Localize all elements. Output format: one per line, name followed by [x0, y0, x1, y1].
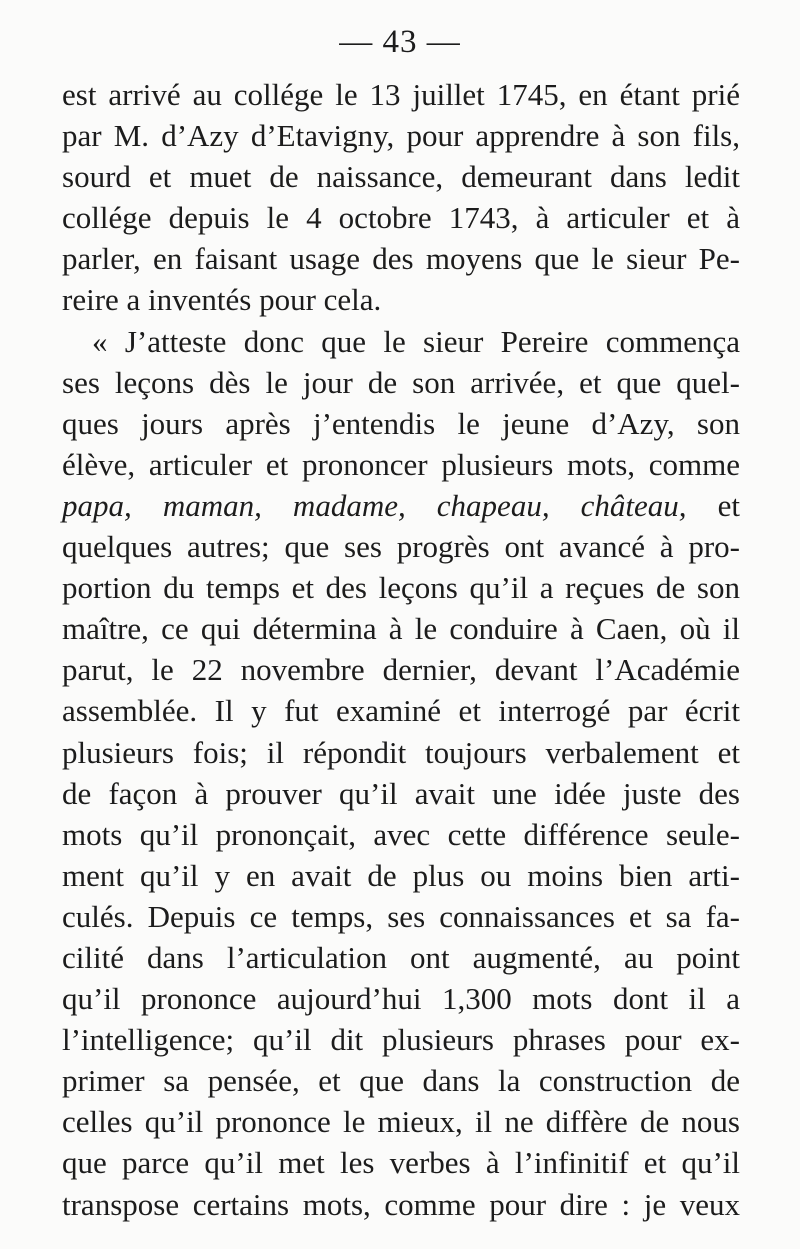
text-line [62, 115, 740, 156]
text-line [62, 1060, 740, 1101]
text-line [62, 238, 740, 279]
line-text: transpose certains mots, comme pour dire : je veux [62, 1186, 740, 1222]
text-line [62, 567, 740, 608]
line-text: culés. Depuis ce temps, ses connaissances et sa fa- [62, 898, 740, 934]
line-text: reire a inventés pour cela. [62, 282, 382, 318]
text-line [62, 1142, 740, 1183]
line-text: ques jours après j’entendis le jeune d’Azy, son [62, 405, 740, 441]
line-text: et [686, 487, 741, 523]
text-line [62, 321, 740, 362]
line-text: collége depuis le 4 octobre 1743, à articuler et à [62, 200, 740, 236]
italic-text: papa, maman, madame, chapeau, château, [62, 487, 687, 523]
line-text: élève, articuler et prononcer plusieurs mots, comme [62, 446, 740, 482]
text-line [62, 649, 740, 690]
text-line [62, 1101, 740, 1142]
text-line [62, 485, 740, 526]
text-line [62, 156, 740, 197]
text-line [62, 978, 740, 1019]
text-line [62, 526, 740, 567]
text-line [62, 937, 740, 978]
line-text: est arrivé au collége le 13 juillet 1745, en étant prié [62, 77, 740, 112]
line-text: par M. d’Azy d’Etavigny, pour apprendre à son fils, [62, 118, 740, 154]
text-line [62, 1184, 740, 1225]
text-line [62, 74, 740, 115]
line-text: plusieurs fois; il répondit toujours verbalement et [62, 734, 740, 770]
line-text: assemblée. Il y fut examiné et interrogé par écrit [62, 693, 740, 729]
text-line [62, 814, 740, 855]
line-text: de façon à prouver qu’il avait une idée juste des [62, 775, 740, 811]
line-text: ses leçons dès le jour de son arrivée, et que quel- [62, 364, 740, 400]
line-text: parut, le 22 novembre dernier, devant l’Académie [62, 652, 740, 688]
line-text: quelques autres; que ses progrès ont avancé à pro- [62, 529, 740, 565]
page-number: — 43 — [339, 24, 461, 60]
text-line [62, 855, 740, 896]
text-line [62, 690, 740, 731]
text-line [62, 608, 740, 649]
body-text [62, 74, 740, 1225]
line-text: portion du temps et des leçons qu’il a reçues de son [62, 570, 740, 606]
line-text: celles qu’il prononce le mieux, il ne diffère de nous [62, 1104, 740, 1140]
text-line [62, 362, 740, 403]
text-line [62, 896, 740, 937]
line-text: primer sa pensée, et que dans la construction de [62, 1063, 740, 1099]
line-text: que parce qu’il met les verbes à l’infinitif et qu’il [62, 1145, 740, 1181]
text-line [62, 732, 740, 773]
line-text: parler, en faisant usage des moyens que le sieur Pe- [62, 241, 740, 277]
line-text: qu’il prononce aujourd’hui 1,300 mots dont il a [62, 981, 740, 1017]
text-line [62, 279, 740, 320]
line-text: maître, ce qui détermina à le conduire à Caen, où il [62, 611, 740, 647]
line-text: « J’atteste donc que le sieur Pereire commença [92, 323, 740, 359]
line-text: cilité dans l’articulation ont augmenté, au point [62, 939, 740, 975]
text-line [62, 1019, 740, 1060]
line-text: ment qu’il y en avait de plus ou moins bien arti- [62, 857, 740, 893]
text-line [62, 773, 740, 814]
text-line [62, 197, 740, 238]
line-text: mots qu’il prononçait, avec cette différence seule- [62, 816, 740, 852]
text-line [62, 444, 740, 485]
line-text: l’intelligence; qu’il dit plusieurs phrases pour ex- [62, 1022, 740, 1058]
line-text: sourd et muet de naissance, demeurant dans ledit [62, 159, 740, 195]
text-line [62, 403, 740, 444]
